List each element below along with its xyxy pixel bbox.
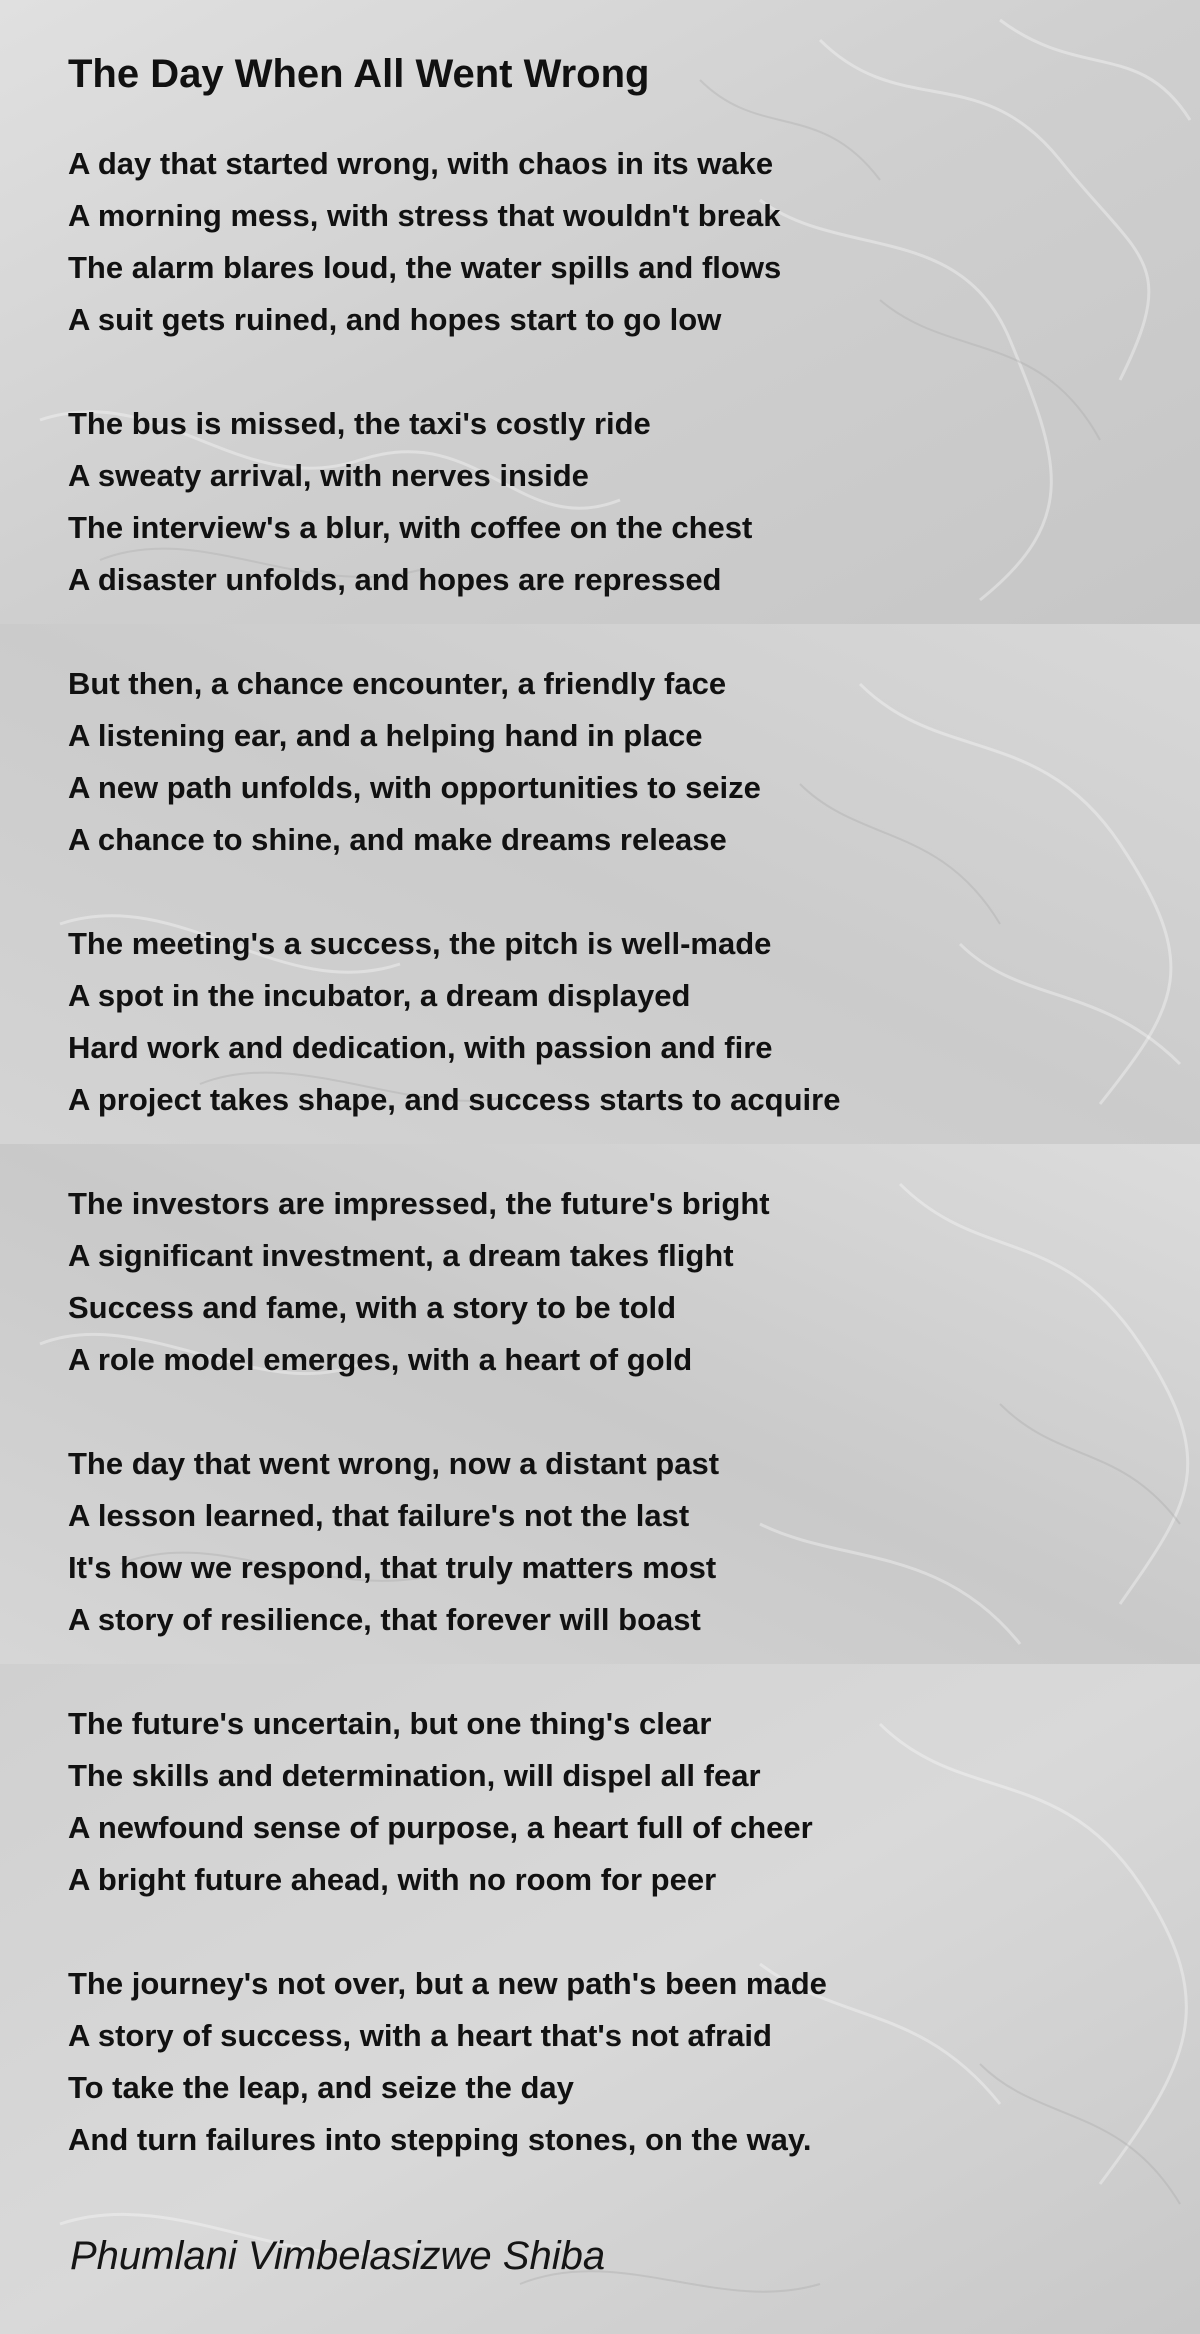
poem-line: And turn failures into stepping stones, on the way. (68, 2122, 812, 2157)
poem-line: The interview's a blur, with coffee on the chest (68, 510, 753, 545)
poem-line: The alarm blares loud, the water spills and flows (68, 250, 782, 285)
poem-line: A chance to shine, and make dreams release (68, 822, 727, 857)
poem-line: A sweaty arrival, with nerves inside (68, 458, 589, 493)
stanza (68, 658, 1148, 866)
stanza (68, 1178, 1148, 1386)
poem-line: Success and fame, with a story to be told (68, 1290, 677, 1325)
poem-line: A story of resilience, that forever will boast (68, 1602, 701, 1637)
poem-author: Phumlani Vimbelasizwe Shiba (70, 2234, 606, 2278)
poem-line: A story of success, with a heart that's not afraid (68, 2018, 772, 2053)
poem-line: The skills and determination, will dispel all fear (68, 1758, 761, 1793)
poem-line: A bright future ahead, with no room for peer (68, 1862, 717, 1897)
stanza (68, 1698, 1148, 1906)
poem-line: To take the leap, and seize the day (68, 2070, 574, 2105)
poem-line: The day that went wrong, now a distant past (68, 1446, 720, 1481)
poem-line: But then, a chance encounter, a friendly face (68, 666, 727, 701)
poem-line: A spot in the incubator, a dream displayed (68, 978, 691, 1013)
stanza (68, 398, 1148, 606)
poem-line: Hard work and dedication, with passion and fire (68, 1030, 773, 1065)
stanza (68, 1438, 1148, 1646)
poem-line: A morning mess, with stress that wouldn't break (68, 198, 781, 233)
poem-line: A project takes shape, and success starts to acquire (68, 1082, 841, 1117)
poem (68, 48, 1148, 2218)
poem-line: A new path unfolds, with opportunities to seize (68, 770, 761, 805)
poem-line: A suit gets ruined, and hopes start to go low (68, 302, 722, 337)
poem-line: A day that started wrong, with chaos in its wake (68, 146, 774, 181)
poem-line: A listening ear, and a helping hand in place (68, 718, 703, 753)
poem-body (68, 138, 1148, 2166)
stanza (68, 138, 1148, 346)
poem-line: It's how we respond, that truly matters most (68, 1550, 717, 1585)
poem-line: The journey's not over, but a new path's been made (68, 1966, 827, 2001)
poem-line: A role model emerges, with a heart of gold (68, 1342, 693, 1377)
poem-title: The Day When All Went Wrong (68, 52, 650, 96)
poem-line: The future's uncertain, but one thing's clear (68, 1706, 712, 1741)
poem-line: The meeting's a success, the pitch is well-made (68, 926, 772, 961)
stanza (68, 918, 1148, 1126)
poem-line: The bus is missed, the taxi's costly ride (68, 406, 651, 441)
poem-line: A lesson learned, that failure's not the last (68, 1498, 690, 1533)
poem-line: A disaster unfolds, and hopes are repressed (68, 562, 722, 597)
poem-line: A newfound sense of purpose, a heart full of cheer (68, 1810, 813, 1845)
poem-line: A significant investment, a dream takes flight (68, 1238, 734, 1273)
poem-line: The investors are impressed, the future's bright (68, 1186, 770, 1221)
stanza (68, 1958, 1148, 2166)
